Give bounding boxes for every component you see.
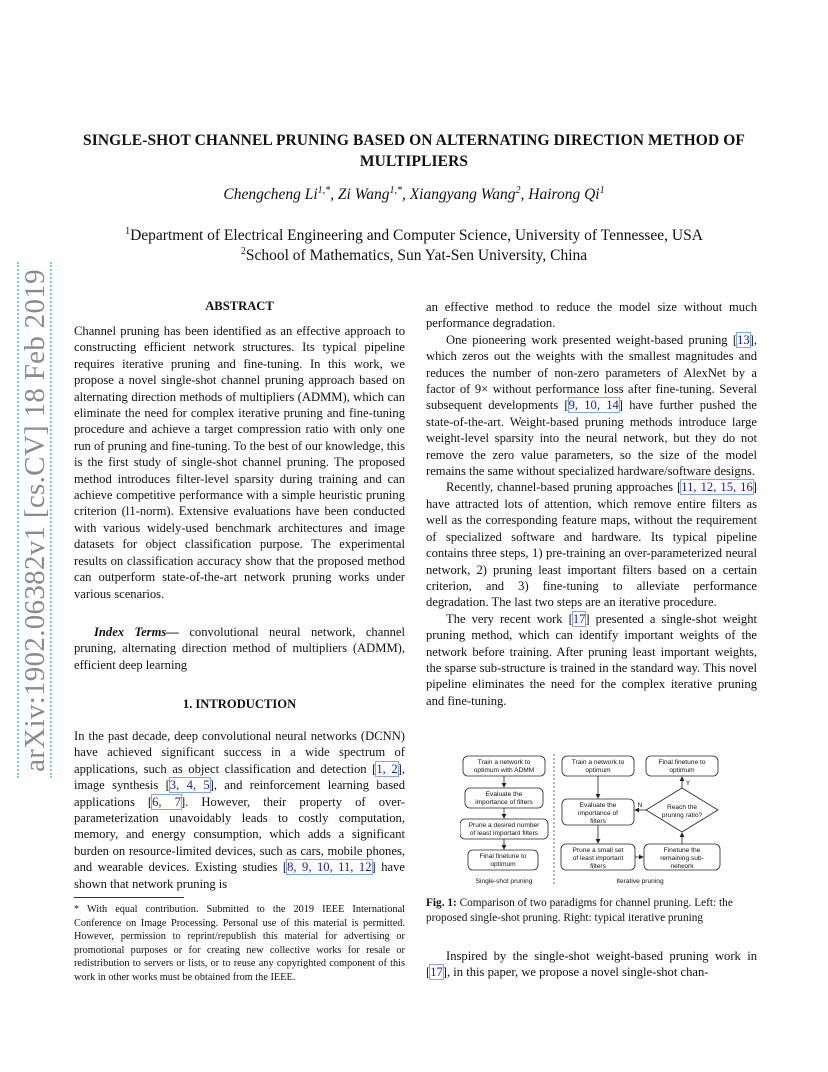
svg-text:pruning ratio?: pruning ratio? [661,812,703,819]
svg-text:optimum with ADMM: optimum with ADMM [473,767,535,774]
svg-text:of least important: of least important [572,855,624,862]
index-terms-label: Index Terms— [94,625,179,639]
svg-text:Evaluate the: Evaluate the [579,802,617,809]
svg-text:Final finetune to: Final finetune to [658,759,706,766]
arxiv-stamp[interactable] [20,260,50,780]
svg-text:optimum: optimum [490,861,516,868]
figure-caption: Fig. 1: Comparison of two paradigms for channel pruning. Left: the proposed single-shot pruning. Right: typical iterative pruning [426,897,733,924]
paragraph: The very recent work [17] presented a single-shot weight pruning method, which can identify important weights of the network before training. After pruning least important weights, the sparse sub-structure is trained in the standard way. This novel pipeline eliminates the need for the complex iterative pruning and fine-tuning. [426,611,757,708]
no-label: N [637,802,643,809]
author-name: Zi Wang [337,186,390,203]
svg-text:of least important filters: of least important filters [469,830,539,837]
author-affil-mark: 1 [599,184,605,196]
paragraph: an effective method to reduce the model size without much performance degradation. [426,300,757,331]
single-shot-label: Single-shot pruning [475,878,533,885]
pruning-flowchart [460,752,722,892]
author-affil-mark: 1,* [389,184,402,196]
svg-text:network: network [670,863,694,870]
svg-text:optimum: optimum [585,767,611,774]
svg-text:optimum: optimum [669,767,695,774]
intro-heading: 1. INTRODUCTION [182,697,297,711]
svg-text:importance of: importance of [578,810,618,817]
svg-text:filters: filters [590,863,606,870]
intro-paragraph: In the past decade, deep convolutional neural networks (DCNN) have achieved significant success in a wide spectrum of applications, such as object classification and detection [1, 2], image synthesis [3, 4, 5], and reinforcement learning based applications [6, 7]. However, their property of over-parameterization unavoidably leads to costly computation, memory, and energy consumption, which adds a significant burden on resource-limited devices, such as cars, mobile phones, and wearable devices. Existing studies [8, 9, 10, 11, 12] have shown that network pruning is [74,729,406,891]
arxiv-stamp-border-right [50,262,52,778]
author-name: Chengcheng Li [223,186,318,203]
svg-text:Train a network to: Train a network to [571,759,625,766]
citation-link[interactable]: 17 [572,611,586,626]
abstract-text: Channel pruning has been identified as an effective approach to constructing efficient network structures. Its typical pipeline requires iterative pruning and fine-tuning. In this work, we propose a novel single-shot channel pruning approach based on alternating direction methods of multipliers (ADMM), which can eliminate the need for complex iterative pruning and fine-tuning procedure and achieve a target compression ratio with only one run of pruning and fine-tuning. To the best of our knowledge, this is the first study of single-shot channel pruning. The proposed method introduces filter-level sparsity during training and can achieve competitive performance with a simple heuristic pruning criterion (l1-norm). Extensive evaluations have been conducted with various widely-used benchmark architectures and image datasets for object classification purpose. The experimental results on classification accuracy show that the proposed method can outperform state-of-the-art network pruning works under various scenarios. [74,324,405,601]
citation-link[interactable]: 6, 7 [152,794,181,809]
author-name: Xiangyang Wang [409,186,516,203]
svg-text:Evaluate the: Evaluate the [485,791,523,798]
figure-1-diagram [460,752,722,892]
author-list: Chengcheng $Li^{1,*}$, Zi Wang$^{1,*}$, Xiangyang Wang$^2$, Hairong Qi$^1$ [223,184,605,203]
svg-text:Prune a small set: Prune a small set [572,847,624,854]
iterative-label: Iterative pruning [616,878,664,885]
svg-text:Prune a desired number: Prune a desired number [468,822,540,829]
paper-title: SINGLE-SHOT CHANNEL PRUNING BASED ON ALTERNATING DIRECTION METHOD OF MULTIPLIERS [83,132,745,170]
affiliation-2: $^2$School of Mathematics, Sun Yat-Sen University, China [240,245,588,264]
abstract-heading: ABSTRACT [205,299,274,313]
affiliations [60,226,768,266]
right-column-continued [426,948,757,981]
svg-text:Finetune the: Finetune the [663,847,701,854]
right-column-text [426,299,757,709]
svg-text:Train a network to: Train a network to [477,759,531,766]
svg-text:remaining sub-: remaining sub- [660,855,704,862]
svg-text:Final finetune to: Final finetune to [479,853,527,860]
citation-link[interactable]: 11, 12, 15, 16 [681,480,753,495]
paragraph: One pioneering work presented weight-based pruning [13], which zeros out the weights with the smallest magnitudes and reduces the number of non-zero parameters of AlexNet by a factor of 9× without performance loss after fine-tuning. Several subsequent developments [9, 10, 14] have further pushed the state-of-the-art. Weight-based pruning methods introduce large weight-level sparsity into the neural network, but they do not remove the zero value parameters, so the size of the model remains the same without specialized hardware/software designs. [426,332,757,479]
author-affil-mark: 1,* [317,184,331,196]
citation-link[interactable]: 9, 10, 14 [568,398,619,413]
index-terms-text: convolutional neural network, channel pruning, alternating direction method of multipliers (ADMM), efficient deep learning [74,625,406,672]
citation-link[interactable]: 8, 9, 10, 11, 12 [287,860,372,875]
paragraph: Inspired by the single-shot weight-based pruning work in [17], in this paper, we propose a novel single-shot chan- [426,949,757,980]
svg-text:filters: filters [590,818,606,825]
citation-link[interactable]: 17 [430,965,443,980]
citation-link[interactable]: 3, 4, 5 [169,778,210,793]
svg-text:importance of filters: importance of filters [475,799,533,806]
paragraph: Recently, channel-based pruning approaches [11, 12, 15, 16] have attracted lots of attention, which remove entire filters as well as the corresponding feature maps, without the requirement of specialized software and hardware. Its typical pipeline contains three steps, 1) pre-training an over-parameterized neural network, 2) pruning least important filters based on a certain criterion, and 3) fine-tuning to alleviate performance degradation. The last two steps are an iterative procedure. [426,480,757,610]
index-terms [74,624,405,673]
arxiv-id[interactable]: arXiv:1902.06382v1 [cs.CV] 18 Feb 2019 [18,268,51,772]
affiliation-1: $^1$Department of Electrical Engineering and Computer Science, University of Tennessee, USA [125,225,703,244]
svg-text:Reach the: Reach the [666,804,698,811]
yes-label: Y [685,780,691,787]
footnote: * With equal contribution. Submitted to the 2019 IEEE International Conference on Image Processing. Personal use of this material is permitted. However, permission to reprint/republish this material for advertising or promotional purposes or for creating new collective works for resale or redistribution to servers or lists, or to reuse any copyrighted component of this work in other works must be obtained from the IEEE. [74,904,405,983]
citation-link[interactable]: 1, 2 [376,761,398,776]
citation-link[interactable]: 13 [737,332,750,347]
figure-caption-label: Fig. 1: [426,897,457,909]
author-name: Hairong Qi [528,186,600,203]
footnote-divider [74,897,184,898]
author-affil-mark: 2 [515,184,521,196]
